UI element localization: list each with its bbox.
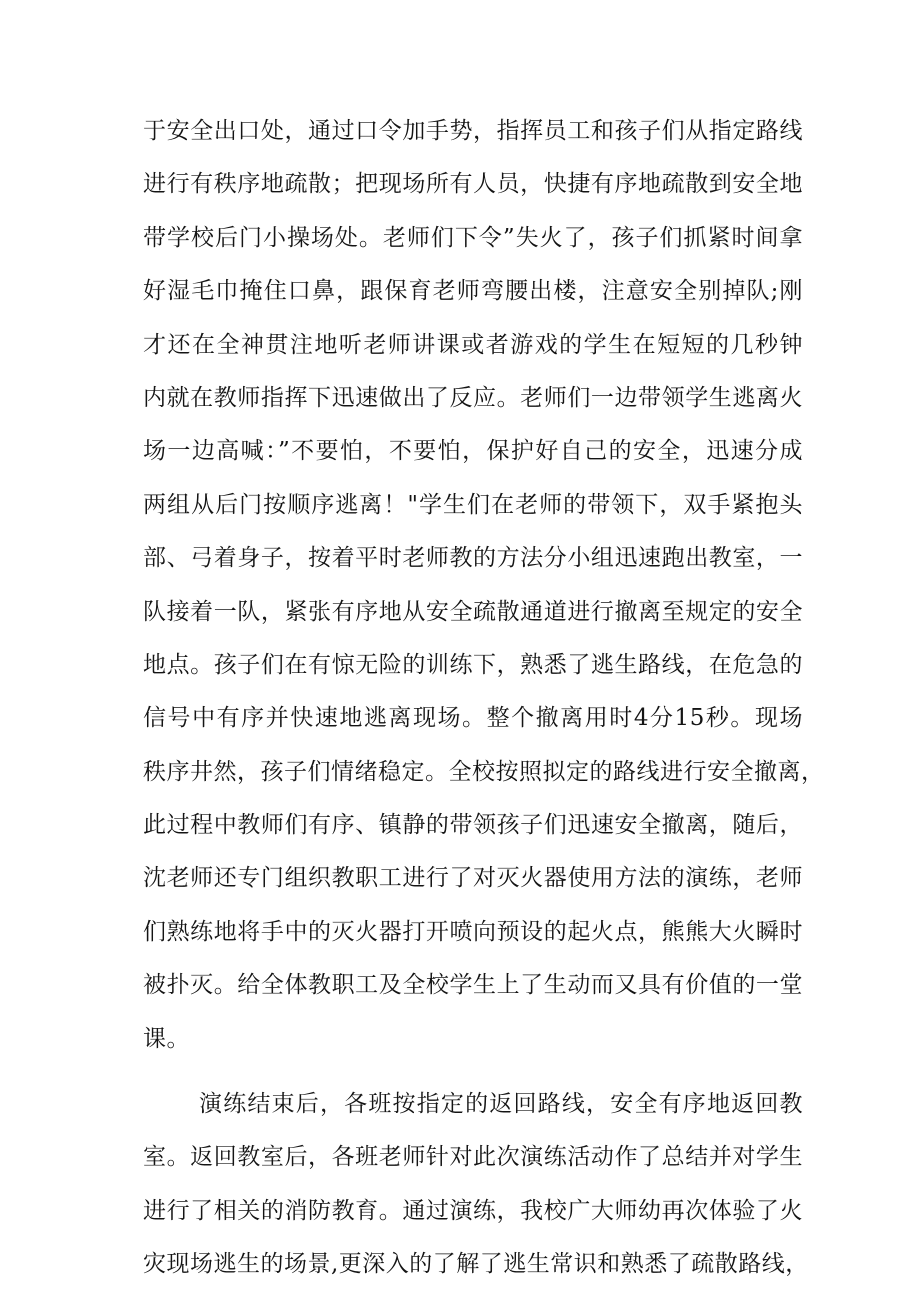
text-line: 此过程中教师们有序、镇静的带领孩子们迅速安全撤离，随后， xyxy=(143,812,803,839)
text-line: 灾现场逃生的场景,更深入的了解了逃生常识和熟悉了疏散路线， xyxy=(143,1251,809,1278)
text-line: 课。 xyxy=(143,1025,190,1052)
text-line: 于安全出口处，通过口令加手势，指挥员工和孩子们从指定路线 xyxy=(143,118,803,144)
paragraph-spacing xyxy=(143,1066,803,1078)
text-line: 带学校后门小操场处。老师们下令”失火了，孩子们抓紧时间拿 xyxy=(143,224,803,251)
text-line: 秩序井然，孩子们情绪稳定。全校按照拟定的路线进行安全撤离， xyxy=(143,758,825,785)
paragraph-2 xyxy=(143,1078,809,1292)
text-line: 两组从后门按顺序逃离！"学生们在老师的带领下，双手紧抱头 xyxy=(143,491,803,518)
text-line: 演练结束后，各班按指定的返回路线，安全有序地返回教 xyxy=(199,1091,803,1118)
text-line: 进行了相关的消防教育。通过演练，我校广大师幼再次体验了火 xyxy=(143,1197,803,1224)
text-line: 被扑灭。给全体教职工及全校学生上了生动而又具有价值的一堂 xyxy=(143,972,803,999)
text-line: 地点。孩子们在有惊无险的训练下，熟悉了逃生路线，在危急的 xyxy=(143,651,803,678)
text-line: 才还在全神贯注地听老师讲课或者游戏的学生在短短的几秒钟 xyxy=(143,331,803,358)
text-line: 进行有秩序地疏散；把现场所有人员，快捷有序地疏散到安全地 xyxy=(143,171,803,198)
body-text xyxy=(143,105,825,1292)
text-line: 场一边高喊：”不要怕，不要怕，保护好自己的安全，迅速分成 xyxy=(143,438,803,465)
text-line: 好湿毛巾掩住口鼻，跟保育老师弯腰出楼，注意安全别掉队;刚 xyxy=(143,278,803,305)
text-line: 们熟练地将手中的灭火器打开喷向预设的起火点，熊熊大火瞬时 xyxy=(143,918,803,945)
text-line: 队接着一队，紧张有序地从安全疏散通道进行撤离至规定的安全 xyxy=(143,598,803,625)
text-line: 沈老师还专门组织教职工进行了对灭火器使用方法的演练，老师 xyxy=(143,865,803,892)
text-line: 室。返回教室后，各班老师针对此次演练活动作了总结并对学生 xyxy=(143,1144,803,1171)
text-line: 部、弓着身子，按着平时老师教的方法分小组迅速跑出教室，一 xyxy=(143,545,803,572)
text-line: 信号中有序并快速地逃离现场。整个撤离用时4分15秒。现场 xyxy=(143,705,803,732)
paragraph-1 xyxy=(143,105,825,1066)
text-line: 内就在教师指挥下迅速做出了反应。老师们一边带领学生逃离火 xyxy=(143,384,803,411)
